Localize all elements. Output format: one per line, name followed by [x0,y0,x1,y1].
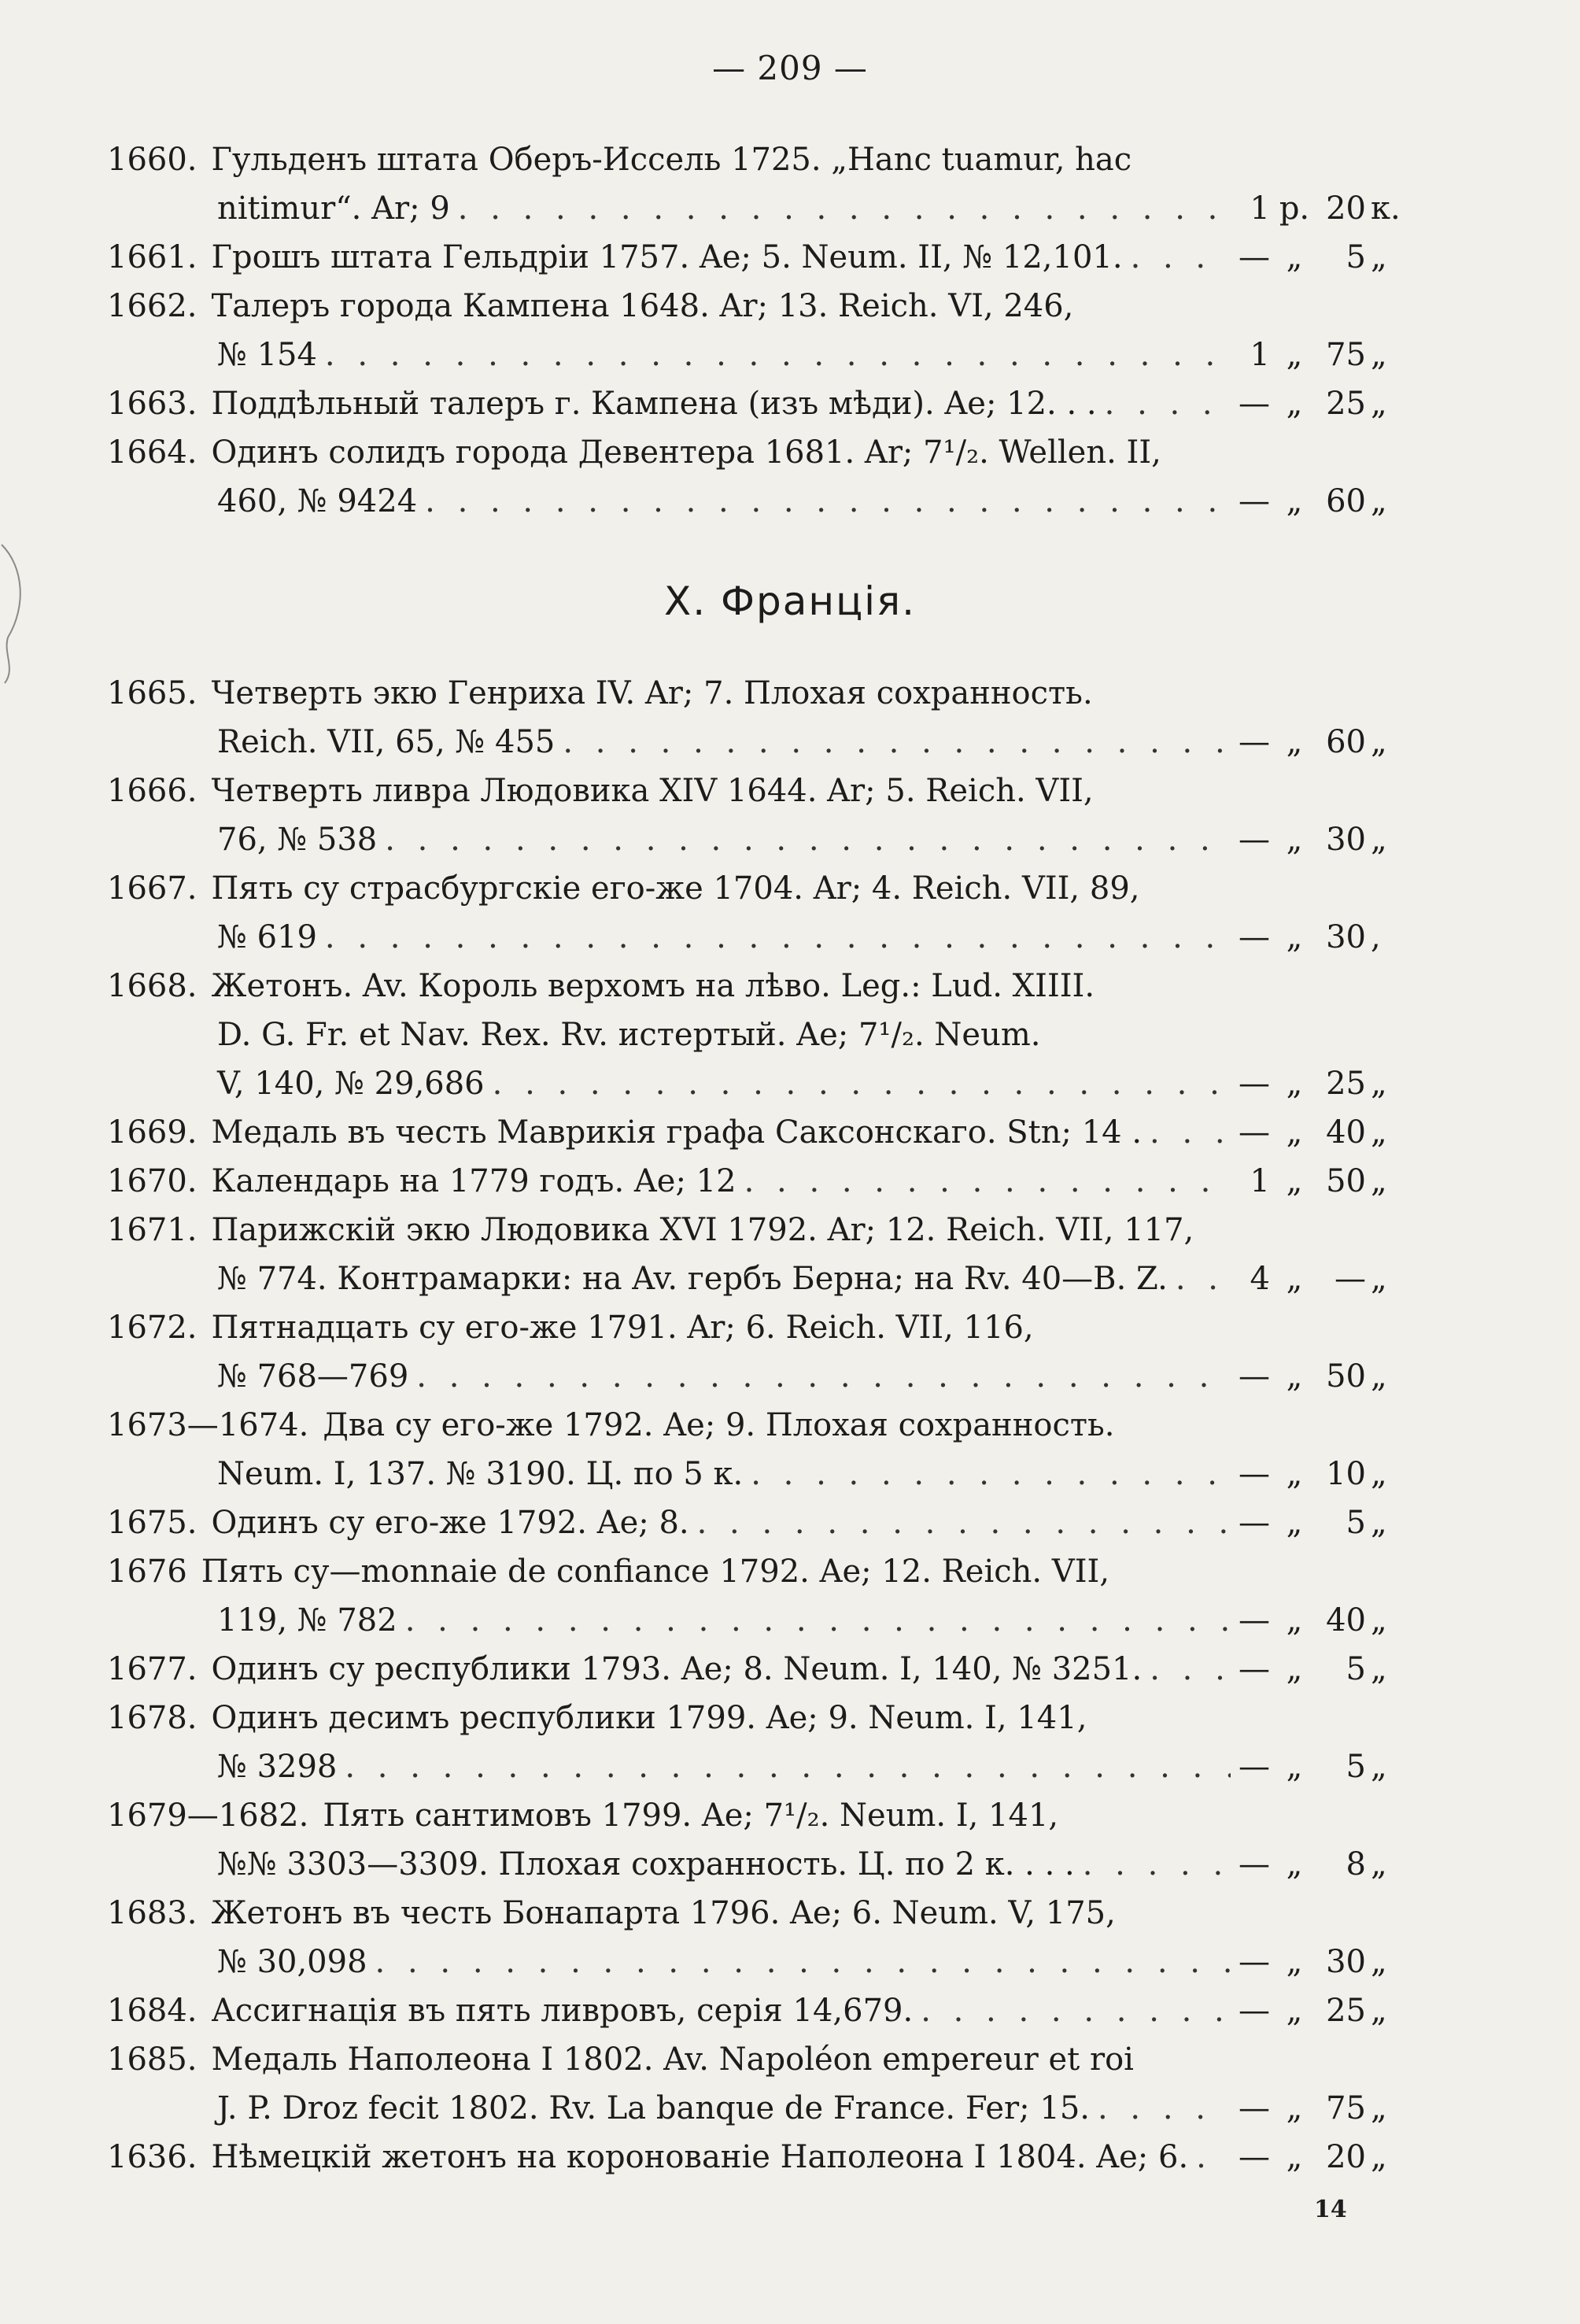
entry-line [107,1401,1413,1450]
price-unit: „ [1371,822,1387,858]
price-rubles: — [1239,239,1270,275]
entry-price [1239,718,1413,767]
entry-number: 1636. [107,2139,198,2175]
price-unit: „ [1371,1358,1387,1395]
entry-price [1239,233,1413,282]
entry-text: Жетонъ въ честь Бонапарта 1796. Ae; 6. Neum. V, 175, [211,1895,1116,1931]
price-unit: „ [1371,1163,1387,1199]
price-kopecks: 8 [1346,1846,1366,1882]
entry-number: 1676 [107,1554,187,1590]
section-title: X. Франція. [663,578,917,624]
entry-text: Жетонъ. Av. Король верхомъ на лѣво. Leg.: Lud. XIIII. [211,968,1095,1004]
price-kopecks: 60 [1326,483,1366,519]
entry-number: 1667. [107,870,198,907]
page-number: — 209 — [712,49,868,87]
entry-line [107,1645,1413,1694]
price-rubles: — [1239,919,1270,955]
price-ditto: „ [1286,386,1303,422]
entry-text: № 154 [217,337,317,373]
catalog-entry [107,1303,1413,1401]
price-rubles: 4 [1250,1261,1270,1297]
entry-line [107,913,1413,962]
price-unit: , [1371,919,1381,955]
price-ditto: „ [1286,919,1303,955]
price-unit: „ [1371,1456,1387,1492]
entry-text: Пять су страсбургскіе его-же 1704. Ar; 4. Reich. VII, 89, [211,870,1140,907]
entry-text: Пять су—monnaie de confiance 1792. Ae; 12. Reich. VII, [201,1554,1110,1590]
dot-leader [345,1742,1231,1791]
entry-number: 1661. [107,239,198,275]
entry-text: Медаль Наполеона I 1802. Av. Napoléon empereur et roi [211,2041,1134,2078]
price-rubles: — [1239,483,1270,519]
price-kopecks: 30 [1326,822,1366,858]
price-ditto: „ [1286,1261,1303,1297]
price-kopecks: — [1335,1261,1366,1297]
price-ditto: р. [1279,190,1310,227]
entry-line [107,669,1413,718]
entry-price [1239,477,1413,526]
entry-number: 1670. [107,1163,198,1199]
entry-line [107,962,1413,1011]
price-unit: „ [1371,2090,1387,2126]
entry-number: 1668. [107,968,198,1004]
entry-line [107,2035,1413,2084]
catalog-entry [107,428,1413,526]
dot-leader [751,1450,1231,1498]
price-ditto: „ [1286,1749,1303,1785]
dot-leader [744,1157,1231,1206]
entry-number: 1678. [107,1700,198,1736]
dot-leader [385,815,1231,864]
dot-leader [375,1938,1231,1986]
entry-line [107,1303,1413,1352]
entry-price [1239,1742,1413,1791]
entry-line [107,1742,1413,1791]
catalog-entry [107,282,1413,379]
entry-line [107,864,1413,913]
price-rubles: — [1239,1114,1270,1151]
entry-number: 1685. [107,2041,198,2078]
price-ditto: „ [1286,1163,1303,1199]
catalog-entry [107,1157,1413,1206]
entry-text: Reich. VII, 65, № 455 [217,724,556,760]
entry-line [107,1450,1413,1498]
catalog-entry [107,962,1413,1108]
entry-number: 1666. [107,773,198,809]
price-kopecks: 25 [1326,386,1366,422]
entry-line [107,718,1413,767]
price-kopecks: 60 [1326,724,1366,760]
price-ditto: „ [1286,1066,1303,1102]
price-kopecks: 5 [1346,1505,1366,1541]
entry-text: Одинъ десимъ республики 1799. Ae; 9. Neum. I, 141, [211,1700,1087,1736]
price-unit: „ [1371,1944,1387,1980]
price-rubles: — [1239,724,1270,760]
price-unit: „ [1371,1651,1387,1687]
entry-text: Медаль въ честь Маврикія графа Саксонскаго. Stn; 14 . [211,1114,1143,1151]
entry-text: nitimur“. Ar; 9 [217,190,450,227]
catalog-entry [107,767,1413,864]
entry-text: №№ 3303—3309. Плохая сохранность. Ц. по 2 к. . . . [217,1846,1075,1882]
entry-line [107,1498,1413,1547]
entry-price [1239,2133,1413,2182]
entry-line [107,1206,1413,1254]
entry-text: 119, № 782 [217,1602,397,1639]
entry-line [107,184,1413,233]
entry-price [1239,1938,1413,1986]
price-ditto: „ [1286,822,1303,858]
entry-text: Календарь на 1779 годъ. Ae; 12 [211,1163,736,1199]
entry-line [107,1108,1413,1157]
entry-text: Нѣмецкій жетонъ на коронованіе Наполеона I 1804. Ae; 6. [211,2139,1189,2175]
price-rubles: — [1239,1505,1270,1541]
entry-list-netherlands [107,135,1413,526]
dot-leader [1105,379,1231,428]
dot-leader [405,1596,1231,1645]
entry-text: D. G. Fr. et Nav. Rex. Rv. истертый. Ae; 7¹/₂. Neum. [217,1017,1041,1053]
entry-number: 1673—1674. [107,1407,309,1443]
price-rubles: — [1239,1651,1270,1687]
entry-price [1239,1157,1413,1206]
price-ditto: „ [1286,1358,1303,1395]
entry-text: Талеръ города Кампена 1648. Ar; 13. Reich. VI, 246, [211,288,1074,324]
entry-line [107,815,1413,864]
entry-price [1239,2084,1413,2133]
entry-number: 1664. [107,434,198,471]
price-ditto: „ [1286,724,1303,760]
price-kopecks: 5 [1346,239,1366,275]
entry-number: 1675. [107,1505,198,1541]
entry-number: 1679—1682. [107,1797,309,1834]
catalog-entry [107,2035,1413,2133]
entry-price [1239,1840,1413,1889]
entry-list-france [107,669,1413,2182]
dot-leader [1176,1254,1231,1303]
entry-line [107,2133,1413,2182]
catalog-entry [107,1986,1413,2035]
price-ditto: „ [1286,2139,1303,2175]
dot-leader [1098,2084,1231,2133]
price-rubles: — [1239,1749,1270,1785]
price-kopecks: 20 [1326,2139,1366,2175]
entry-line [107,428,1413,477]
dot-leader [325,331,1231,379]
catalog-entry [107,1889,1413,1986]
entry-line [107,1547,1413,1596]
entry-text: Четверть экю Генриха IV. Ar; 7. Плохая сохранность. [211,675,1093,711]
entry-price [1239,1352,1413,1401]
price-kopecks: 20 [1326,190,1366,227]
entry-text: Пять сантимовъ 1799. Ae; 7¹/₂. Neum. I, 141, [323,1797,1059,1834]
price-unit: „ [1371,1993,1387,2029]
entry-number: 1665. [107,675,198,711]
dot-leader [325,913,1231,962]
dot-leader [697,1498,1231,1547]
entry-text: № 768—769 [217,1358,409,1395]
entry-price [1239,913,1413,962]
entry-text: Одинъ солидъ города Девентера 1681. Ar; 7¹/₂. Wellen. II, [211,434,1161,471]
price-unit: к. [1371,190,1401,227]
catalog-entry [107,379,1413,428]
price-ditto: „ [1286,1993,1303,2029]
entry-number: 1671. [107,1212,198,1248]
price-rubles: — [1239,2139,1270,2175]
dot-leader [425,477,1231,526]
entry-price [1239,815,1413,864]
price-unit: „ [1371,724,1387,760]
price-kopecks: 25 [1326,1066,1366,1102]
entry-text: № 619 [217,919,317,955]
entry-text: 460, № 9424 [217,483,418,519]
entry-number: 1660. [107,142,198,178]
catalog-entry [107,1401,1413,1498]
price-unit: „ [1371,2139,1387,2175]
entry-text: Пятнадцать су его-же 1791. Ar; 6. Reich. VII, 116, [211,1310,1034,1346]
price-ditto: „ [1286,2090,1303,2126]
entry-line [107,477,1413,526]
sheet-signature-mark: 14 [1314,2196,1347,2223]
entry-price [1239,1498,1413,1547]
catalog-entry [107,1206,1413,1303]
catalog-entry [107,233,1413,282]
price-ditto: „ [1286,1456,1303,1492]
catalog-entry [107,669,1413,767]
entry-line [107,1254,1413,1303]
price-rubles: — [1239,1456,1270,1492]
price-kopecks: 75 [1326,2090,1366,2126]
entry-number: 1677. [107,1651,198,1687]
price-kopecks: 5 [1346,1651,1366,1687]
price-unit: „ [1371,1749,1387,1785]
price-unit: „ [1371,1505,1387,1541]
entry-line [107,1938,1413,1986]
dot-leader [921,1986,1231,2035]
entry-line [107,1791,1413,1840]
price-kopecks: 30 [1326,1944,1366,1980]
price-ditto: „ [1286,337,1303,373]
entry-line [107,331,1413,379]
entry-number: 1684. [107,1993,198,2029]
entry-text: Одинъ су его-же 1792. Ae; 8. [211,1505,689,1541]
catalog-entry [107,1547,1413,1645]
entry-line [107,233,1413,282]
dot-leader [563,718,1231,767]
entry-number: 1683. [107,1895,198,1931]
price-unit: „ [1371,1066,1387,1102]
entry-text: Одинъ су республики 1793. Ae; 8. Neum. I, 140, № 3251. [211,1651,1143,1687]
price-ditto: „ [1286,239,1303,275]
price-ditto: „ [1286,1602,1303,1639]
entry-text: № 30,098 [217,1944,367,1980]
entry-number: 1672. [107,1310,198,1346]
entry-number: 1669. [107,1114,198,1151]
catalog-entry [107,864,1413,962]
price-unit: „ [1371,386,1387,422]
entry-text: Грошъ штата Гельдріи 1757. Ae; 5. Neum. II, № 12,101. [211,239,1123,275]
entry-text: Четверть ливра Людовика XIV 1644. Ar; 5. Reich. VII, [211,773,1094,809]
price-unit: „ [1371,483,1387,519]
price-unit: „ [1371,1602,1387,1639]
catalog-entry [107,1645,1413,1694]
entry-price [1239,379,1413,428]
price-rubles: — [1239,1358,1270,1395]
price-kopecks: 5 [1346,1749,1366,1785]
price-rubles: 1 [1250,1163,1270,1199]
entry-price [1239,1986,1413,2035]
price-rubles: — [1239,822,1270,858]
price-unit: „ [1371,1261,1387,1297]
entry-price [1239,1596,1413,1645]
entry-text: 76, № 538 [217,822,378,858]
price-rubles: 1 [1250,337,1270,373]
entry-number: 1663. [107,386,198,422]
entry-price [1239,1645,1413,1694]
catalog-entry [107,1108,1413,1157]
price-ditto: „ [1286,1505,1303,1541]
entry-line [107,1157,1413,1206]
catalog-entry [107,1694,1413,1791]
price-unit: „ [1371,337,1387,373]
entry-line [107,767,1413,815]
entry-line [107,1986,1413,2035]
entry-line [107,1840,1413,1889]
dot-leader [1083,1840,1231,1889]
entry-text: Поддѣльный талеръ г. Кампена (изъ мѣди). Ae; 12. . . [211,386,1097,422]
entry-line [107,1059,1413,1108]
catalog-entry [107,1498,1413,1547]
entry-text: J. P. Droz fecit 1802. Rv. La banque de France. Fer; 15. [217,2090,1090,2126]
dot-leader [493,1059,1231,1108]
price-kopecks: 75 [1326,337,1366,373]
entry-line [107,135,1413,184]
catalog-entry [107,1791,1413,1889]
price-unit: „ [1371,239,1387,275]
price-rubles: — [1239,1944,1270,1980]
entry-line [107,1889,1413,1938]
price-ditto: „ [1286,1846,1303,1882]
entry-text: № 774. Контрамарки: на Av. гербъ Берна; на Rv. 40—B. Z. [217,1261,1168,1297]
price-kopecks: 30 [1326,919,1366,955]
entry-line [107,1352,1413,1401]
entry-line [107,1011,1413,1059]
price-ditto: „ [1286,483,1303,519]
entry-number: 1662. [107,288,198,324]
catalog-entry [107,2133,1413,2182]
price-rubles: — [1239,2090,1270,2126]
price-rubles: 1 [1250,190,1270,227]
price-unit: „ [1371,1846,1387,1882]
entry-text: Гульденъ штата Оберъ-Иссель 1725. „Hanc tuamur, hac [211,142,1132,178]
entry-line [107,282,1413,331]
entry-price [1239,1108,1413,1157]
price-rubles: — [1239,1602,1270,1639]
entry-text: V, 140, № 29,686 [217,1066,485,1102]
price-ditto: „ [1286,1651,1303,1687]
price-ditto: „ [1286,1114,1303,1151]
entry-text: Два су его-же 1792. Ae; 9. Плохая сохранность. [323,1407,1115,1443]
dot-leader [1131,233,1231,282]
entry-price [1239,1254,1413,1303]
entry-line [107,1596,1413,1645]
price-kopecks: 40 [1326,1114,1366,1151]
entry-text: № 3298 [217,1749,338,1785]
entry-price [1239,331,1413,379]
entry-price [1239,1450,1413,1498]
price-kopecks: 50 [1326,1163,1366,1199]
price-rubles: — [1239,386,1270,422]
entry-text: Парижскій экю Людовика XVI 1792. Ar; 12. Reich. VII, 117, [211,1212,1194,1248]
price-rubles: — [1239,1066,1270,1102]
entry-line [107,2084,1413,2133]
dot-leader [1150,1645,1231,1694]
entry-text: Neum. I, 137. № 3190. Ц. по 5 к. [217,1456,744,1492]
price-kopecks: 40 [1326,1602,1366,1639]
price-rubles: — [1239,1993,1270,2029]
entry-line [107,379,1413,428]
price-ditto: „ [1286,1944,1303,1980]
entry-text: Ассигнація въ пять ливровъ, серія 14,679. [211,1993,914,2029]
price-kopecks: 10 [1326,1456,1366,1492]
dot-leader [416,1352,1231,1401]
price-kopecks: 25 [1326,1993,1366,2029]
entry-line [107,1694,1413,1742]
price-unit: „ [1371,1114,1387,1151]
entry-price [1239,1059,1413,1108]
dot-leader [1196,2133,1231,2182]
dot-leader [458,184,1231,233]
entry-price [1239,184,1413,233]
page-edge-mark [0,543,31,685]
catalog-entry [107,135,1413,233]
price-kopecks: 50 [1326,1358,1366,1395]
dot-leader [1150,1108,1231,1157]
price-rubles: — [1239,1846,1270,1882]
